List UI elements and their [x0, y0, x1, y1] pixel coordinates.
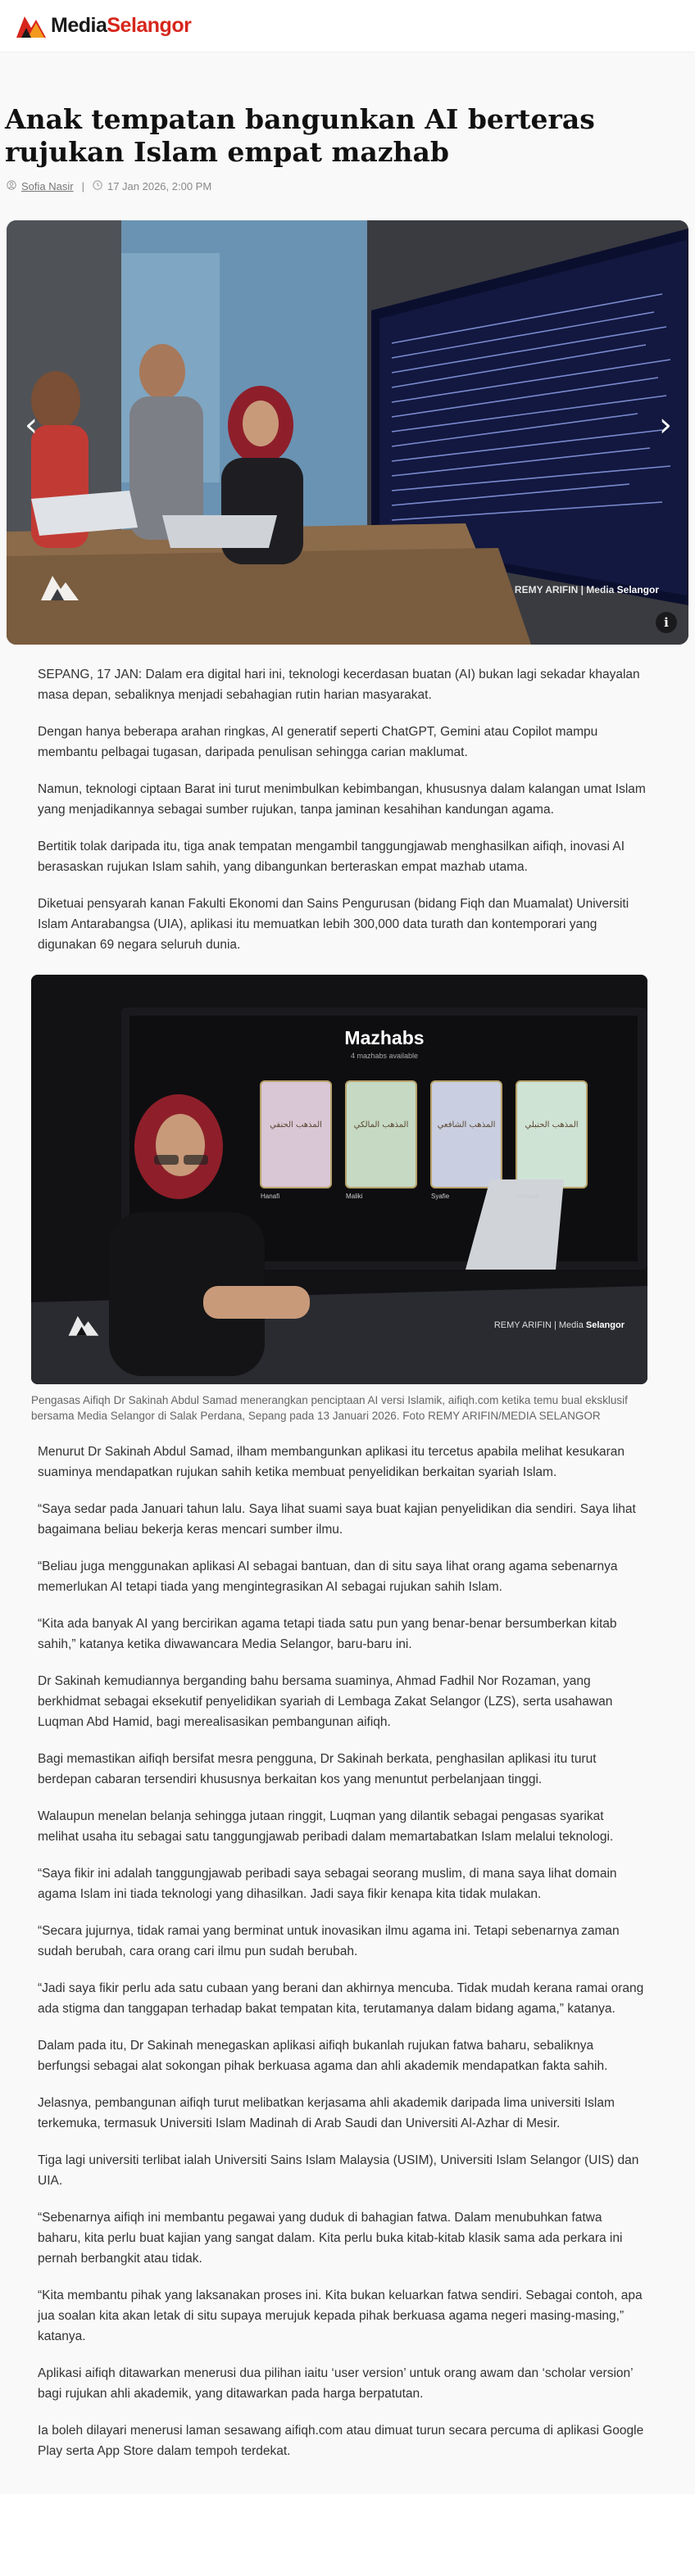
article-paragraph: Menurut Dr Sakinah Abdul Samad, ilham membangunkan aplikasi itu tercetus apabila melihat kesukaran suaminya mendapatkan rujukan sahih ketika membuat penyelidikan berkaitan syariah Islam.	[38, 1445, 625, 1479]
article-paragraph: Bertitik tolak daripada itu, tiga anak tempatan mengambil tanggungjawab menghasilkan aifiqh, inovasi AI berasaskan rujukan Islam sahih, yang dibangunkan berteraskan empat mazhab utama.	[38, 840, 625, 874]
publish-date: 17 Jan 2026, 2:00 PM	[107, 180, 212, 192]
screen-title: Mazhabs	[344, 1027, 425, 1048]
article-paragraph: “Saya sedar pada Januari tahun lalu. Saya lihat suami saya buat kajian penyelidikan dia sendiri. Saya lihat bagaimana beliau bekerja keras mencari sumber ilmu.	[38, 1502, 636, 1537]
article-meta	[0, 169, 695, 192]
figure-credit-brand: Selangor	[585, 1320, 625, 1330]
logo-suffix: Selangor	[107, 14, 192, 37]
figure-photo[interactable]	[31, 975, 647, 1384]
article-paragraph: “Secara jujurnya, tidak ramai yang berminat untuk inovasikan ilmu agama ini. Tetapi sebenarnya zaman sudah berubah, cara orang cari ilmu pun sudah berubah.	[38, 1924, 620, 1958]
site-header	[0, 0, 695, 52]
watermark-logo-icon	[39, 571, 80, 604]
logo-wordmark	[51, 14, 191, 38]
mazhab-card-arabic: المذهب المالكي	[353, 1120, 409, 1130]
hero-credit-brand: Selangor	[616, 584, 659, 595]
mazhab-card	[431, 1081, 502, 1188]
article-paragraph: Ia boleh dilayari menerusi laman sesawang aifiqh.com atau dimuat turun secara percuma di aplikasi Google Play serta App Store dalam tempoh terdekat.	[38, 2424, 644, 2458]
mazhab-card-arabic: المذهب الشافعي	[437, 1120, 496, 1130]
site-logo[interactable]	[13, 11, 191, 41]
article-paragraph: “Sebenarnya aifiqh ini membantu pegawai yang duduk di bahagian fatwa. Dalam menubuhkan fatwa baharu, kita perlu buat kajian yang sangat dalam. Kita perlu buka kitab-kitab klasik sama ada perkara ini pernah berbangkit atau tidak.	[38, 2211, 623, 2266]
mazhab-card-name: Syafie	[431, 1193, 450, 1200]
article-paragraph: “Saya fikir ini adalah tanggungjawab peribadi saya sebagai seorang muslim, di mana saya lihat domain agama Islam ini tiada teknologi yang dihasilkan. Jadi saya fikir kenapa kita tidak mulakan.	[38, 1867, 617, 1901]
mazhab-card	[346, 1081, 416, 1188]
hero-credit-prefix: REMY ARIFIN | Media	[514, 584, 615, 595]
mazhab-card-arabic: المذهب الحنبلي	[525, 1120, 579, 1130]
article-paragraph: “Kita ada banyak AI yang bercirikan agama tetapi tiada satu pun yang benar-benar bersumberkan kitab sahih,” katanya ketika diwawancara Media Selangor, baru-baru ini.	[38, 1617, 617, 1651]
article-paragraph: Aplikasi aifiqh ditawarkan menerusi dua pilihan iaitu ‘user version’ untuk orang awam dan ‘scholar version’ bagi rujukan ahli akademik, yang ditawarkan pada harga berpatutan.	[38, 2366, 634, 2401]
logo-prefix: Media	[51, 14, 107, 37]
article-paragraph: Dengan hanya beberapa arahan ringkas, AI generatif seperti ChatGPT, Gemini atau Copilot mampu membantu pelbagai tugasan, daripada penulisan sehingga carian maklumat.	[38, 725, 598, 759]
article-paragraph: Diketuai pensyarah kanan Fakulti Ekonomi dan Sains Pengurusan (bidang Fiqh dan Muamalat) Universiti Islam Antarabangsa (UIA), aplikasi itu memuatkan lebih 300,000 data turath dan kontemporari yang digunakan 69 negara seluruh dunia.	[38, 897, 629, 952]
carousel-next-button[interactable]: ›	[659, 406, 672, 444]
logo-mark-icon	[13, 11, 49, 41]
figure-caption: Pengasas Aifiqh Dr Sakinah Abdul Samad menerangkan penciptaan AI versi Islamik, aifiqh.com ketika temu bual eksklusif bersama Media Selangor di Salak Perdana, Sepang pada 13 Januari 2026. Foto REMY ARIFIN/MEDIA SELANGOR	[31, 1394, 628, 1422]
mazhab-card-name: Hanbali	[516, 1193, 539, 1200]
article	[0, 52, 695, 2494]
mazhab-card	[261, 1081, 331, 1188]
mazhab-card-name: Maliki	[346, 1193, 363, 1200]
figure-credit-prefix: REMY ARIFIN | Media	[493, 1320, 584, 1330]
figure-photo-credit	[494, 1320, 625, 1330]
article-paragraph: Dalam pada itu, Dr Sakinah menegaskan aplikasi aifiqh bukanlah rujukan fatwa baharu, sebaliknya berfungsi sebagai alat sokongan pihak berkuasa agama dan ahli akademik mendapatkan fakta sahih.	[38, 2039, 608, 2073]
article-paragraph: Bagi memastikan aifiqh bersifat mesra pengguna, Dr Sakinah berkata, penghasilan aplikasi itu turut berdepan cabaran tersendiri khususnya berkaitan kos yang menuntut perbelanjaan tinggi.	[38, 1752, 597, 1786]
article-paragraph: Jelasnya, pembangunan aifiqh turut melibatkan kerjasama ahli akademik daripada lima universiti Islam terkemuka, termasuk Universiti Islam Madinah di Arab Saudi dan Universiti Al-Azhar di Mesir.	[38, 2096, 615, 2130]
article-body-main	[0, 1442, 695, 2461]
hero-photo-credit	[515, 584, 659, 595]
article-figure	[31, 975, 647, 1424]
article-paragraph: “Jadi saya fikir perlu ada satu cubaan yang berani dan akhirnya mencuba. Tidak mudah kerana ramai orang ada stigma dan tanggapan terhadap bakat tempatan kita, terutamanya dalam bidang agama,” katanya.	[38, 1981, 644, 2016]
article-paragraph: SEPANG, 17 JAN: Dalam era digital hari ini, teknologi kecerdasan buatan (AI) bukan lagi sekadar khayalan masa depan, sebaliknya menjadi sebahagian rutin harian masyarakat.	[38, 668, 640, 702]
person-icon	[7, 180, 16, 192]
article-paragraph: Walaupun menelan belanja sehingga jutaan ringgit, Luqman yang dilantik sebagai pengasas syarikat melihat usaha itu sebagai satu tanggungjawab peribadi dalam memartabatkan Islam melalui teknologi.	[38, 1809, 614, 1844]
clock-icon	[93, 180, 102, 192]
meta-divider: |	[81, 180, 84, 192]
article-paragraph: Tiga lagi universiti terlibat ialah Universiti Sains Islam Malaysia (USIM), Universiti Islam Selangor (UIS) dan UIA.	[38, 2153, 639, 2188]
article-paragraph: Dr Sakinah kemudiannya berganding bahu bersama suaminya, Ahmad Fadhil Nor Rozaman, yang berkhidmat sebagai eksekutif penyelidikan syariah di Lembaga Zakat Selangor (LZS), serta usahawan Luqman Abd Hamid, bagi merealisasikan pembangunan aifiqh.	[38, 1674, 613, 1729]
mazhab-card-arabic: المذهب الحنفي	[270, 1120, 322, 1130]
article-body-intro	[0, 664, 695, 955]
figure-watermark-logo-icon	[67, 1312, 100, 1338]
hero-image-carousel[interactable]	[7, 220, 688, 645]
article-paragraph: “Beliau juga menggunakan aplikasi AI sebagai bantuan, dan di situ saya lihat orang agama sebenarnya memerlukan AI tetapi tiada yang mengintegrasikan AI sebagai rujukan sahih Islam.	[38, 1560, 618, 1594]
mazhab-card	[516, 1081, 587, 1188]
article-paragraph: Namun, teknologi ciptaan Barat ini turut menimbulkan kebimbangan, khususnya dalam kalangan umat Islam yang menjadikannya sebagai sumber rujukan, tanpa jaminan kesahihan kandungan agama.	[38, 782, 646, 817]
screen-subtitle: 4 mazhabs available	[350, 1052, 419, 1060]
carousel-prev-button[interactable]: ‹	[25, 406, 38, 444]
author-link[interactable]: Sofia Nasir	[21, 180, 74, 192]
mazhab-card-name: Hanafi	[261, 1193, 280, 1200]
article-title: Anak tempatan bangunkan AI berteras rujukan Islam empat mazhab	[5, 103, 595, 168]
hero-photo	[7, 220, 688, 645]
image-info-button[interactable]: i	[656, 612, 677, 633]
article-paragraph: “Kita membantu pihak yang laksanakan proses ini. Kita bukan keluarkan fatwa sendiri. Sebagai contoh, apa jua soalan kita akan letak di situ supaya merujuk kepada pihak berkuasa agama negeri masing-masing,” katanya.	[38, 2289, 643, 2343]
